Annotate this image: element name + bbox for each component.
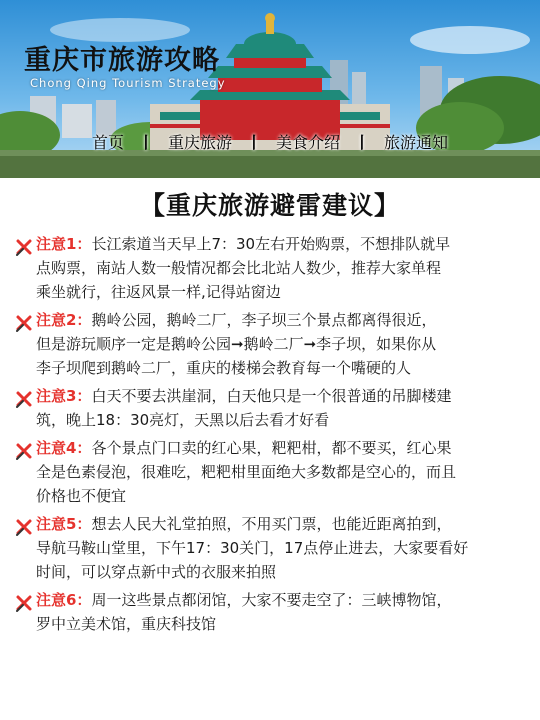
pencil-cross-icon — [14, 517, 34, 537]
tip-line — [36, 308, 534, 332]
tip-line — [36, 560, 534, 584]
pencil-cross-icon — [14, 593, 34, 613]
tip-text: 乘坐就行，往返风景一样,记得站窗边 — [36, 283, 281, 301]
tip-text: 想去人民大礼堂拍照，不用买门票，也能近距离拍到， — [91, 515, 452, 533]
nav-item-home[interactable]: 首页 — [91, 132, 124, 152]
tip-label: 注意2： — [36, 311, 92, 329]
tip-line — [36, 232, 534, 256]
tip-label: 注意3： — [36, 387, 92, 405]
tip-text: 但是游玩顺序一定是鹅岭公园➞鹅岭二厂➞李子坝，如果你从 — [36, 335, 437, 353]
nav-item-food[interactable]: 美食介绍 — [276, 132, 341, 152]
tip-text: 点购票，南站人数一般情况都会比北站人数少，推荐大家单程 — [36, 259, 442, 277]
tip-item — [14, 384, 534, 432]
tip-text: 筑，晚上18：30亮灯，天黑以后去看才好看 — [36, 411, 330, 429]
tip-item — [14, 436, 534, 508]
banner-title: 重庆市旅游攻略 — [24, 45, 220, 76]
nav-separator: 丨 — [354, 132, 371, 152]
tip-text: 李子坝爬到鹅岭二厂，重庆的楼梯会教育每一个嘴硬的人 — [36, 359, 412, 377]
pencil-cross-icon — [14, 237, 34, 257]
tip-text: 鹅岭公园，鹅岭二厂，李子坝三个景点都离得很近， — [91, 311, 437, 329]
tip-line — [36, 588, 534, 612]
tip-label: 注意1： — [36, 235, 92, 253]
tip-line — [36, 280, 534, 304]
tip-line — [36, 408, 534, 432]
page-headline: 【重庆旅游避雷建议】 — [139, 191, 400, 220]
tip-line — [36, 512, 534, 536]
tip-text: 周一这些景点都闭馆，大家不要走空了：三峡博物馆， — [91, 591, 452, 609]
nav-separator: 丨 — [245, 132, 262, 152]
tip-label: 注意5： — [36, 515, 92, 533]
tip-line — [36, 436, 534, 460]
pencil-cross-icon — [14, 313, 34, 333]
tip-line — [36, 460, 534, 484]
nav-item-travel-notice[interactable]: 旅游通知 — [384, 132, 449, 152]
tip-item — [14, 512, 534, 584]
banner-subtitle: Chong Qing Tourism Strategy — [30, 76, 226, 90]
nav-bar — [0, 128, 540, 154]
tip-text: 导航马鞍山堂里，下午17：30关门，17点停止进去，大家要看好 — [36, 539, 469, 557]
tip-text: 时间，可以穿点新中式的衣服来拍照 — [36, 563, 277, 581]
tip-text: 全是色素侵泡，很难吃，粑粑柑里面绝大多数都是空心的，而且 — [36, 463, 457, 481]
tip-item — [14, 588, 534, 636]
tip-line — [36, 536, 534, 560]
tip-text: 各个景点门口卖的红心果，粑粑柑，都不要买，红心果 — [91, 439, 452, 457]
tip-line — [36, 332, 534, 356]
tip-line — [36, 256, 534, 280]
nav-item-chongqing-travel[interactable]: 重庆旅游 — [167, 132, 232, 152]
tip-item — [14, 232, 534, 304]
tip-item — [14, 308, 534, 380]
tip-line — [36, 356, 534, 380]
tip-line — [36, 384, 534, 408]
tip-line — [36, 484, 534, 508]
tip-label: 注意6： — [36, 591, 92, 609]
nav-separator: 丨 — [137, 132, 154, 152]
pencil-cross-icon — [14, 389, 34, 409]
header-banner — [0, 0, 540, 178]
tip-line — [36, 612, 534, 636]
tips-list — [14, 232, 534, 640]
pencil-cross-icon — [14, 441, 34, 461]
tip-text: 长江索道当天早上7：30左右开始购票，不想排队就早 — [91, 235, 451, 253]
tip-text: 罗中立美术馆，重庆科技馆 — [36, 615, 217, 633]
tip-text: 价格也不便宜 — [36, 487, 127, 505]
tip-text: 白天不要去洪崖洞，白天他只是一个很普通的吊脚楼建 — [91, 387, 452, 405]
tip-label: 注意4： — [36, 439, 92, 457]
